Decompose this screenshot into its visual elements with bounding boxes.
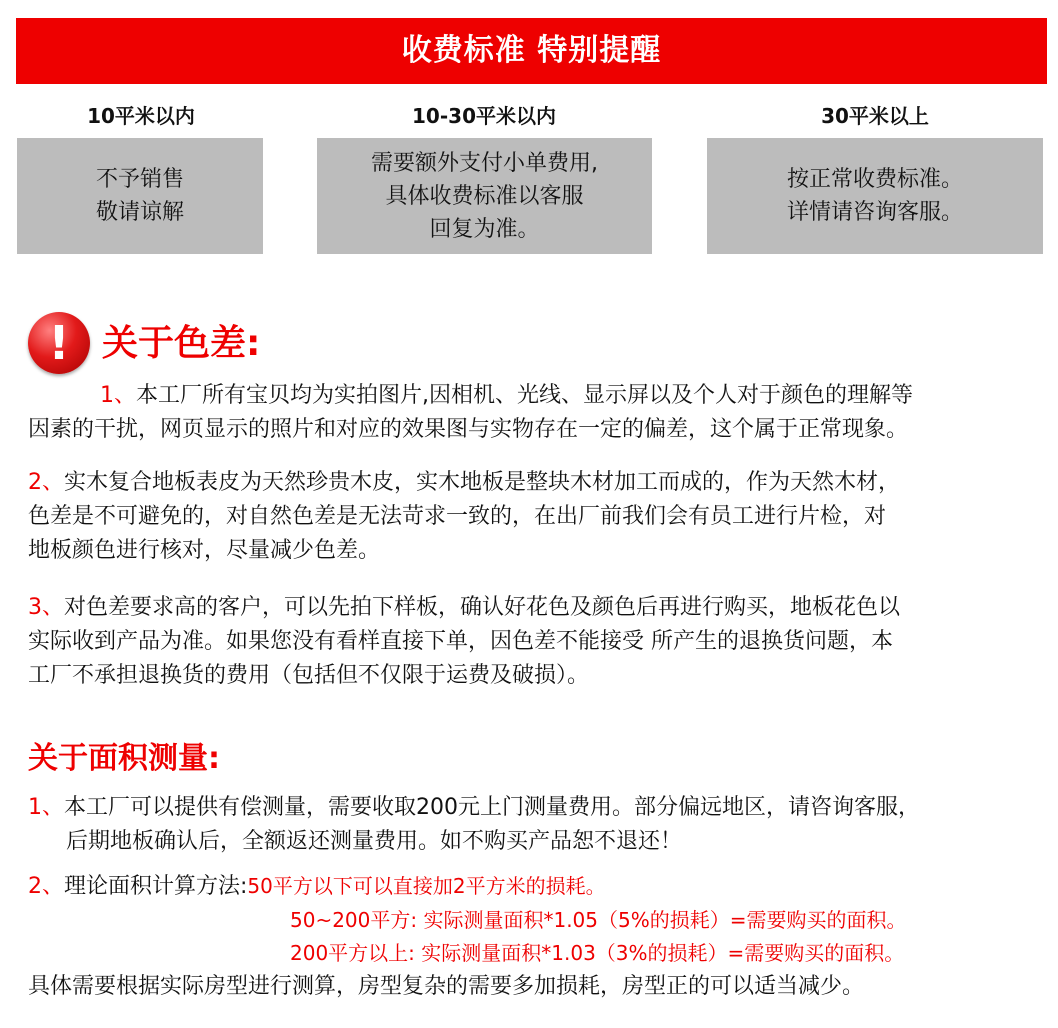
paragraph-text: 工厂不承担退换货的费用（包括但不仅限于运费及破损）。 — [28, 663, 590, 688]
pricing-box-large — [707, 138, 1043, 254]
paragraph-number: 1、 — [100, 383, 136, 408]
pricing-box-line: 回复为准。 — [429, 216, 540, 242]
paragraph-text: 后期地板确认后，全额返还测量费用。如不购买产品恕不退还！ — [66, 829, 683, 854]
color-paragraph-3 — [28, 591, 1038, 693]
pricing-box-line: 不予销售 — [95, 167, 184, 192]
paragraph-text: 本工厂可以提供有偿测量，需要收取200元上门测量费用。部分偏远地区，请咨询客服， — [64, 795, 920, 820]
pricing-box-medium — [317, 138, 652, 254]
formula-label: 理论面积计算方法: — [64, 874, 248, 899]
area-footer-note: 具体需要根据实际房型进行测算，房型复杂的需要多加损耗，房型正的可以适当减少。 — [28, 974, 865, 999]
pricing-heading-small: 10平米以内 — [87, 104, 195, 128]
paragraph-text: 因素的干扰，网页显示的照片和对应的效果图与实物存在一定的偏差，这个属于正常现象。 — [28, 417, 909, 442]
area-paragraph-1 — [28, 791, 1038, 859]
pricing-box-line: 具体收费标准以客服 — [385, 183, 584, 209]
paragraph-text: 地板颜色进行核对，尽量减少色差。 — [28, 538, 381, 563]
formula-rule-small: 50平方以下可以直接加2平方米的损耗。 — [247, 874, 606, 898]
pricing-box-line: 按正常收费标准。 — [786, 167, 963, 192]
pricing-banner: 收费标准 特别提醒 — [16, 18, 1047, 84]
color-paragraph-1 — [28, 379, 1038, 447]
area-paragraph-2 — [28, 869, 1038, 904]
paragraph-text: 实木复合地板表皮为天然珍贵木皮，实木地板是整块木材加工而成的，作为天然木材， — [64, 470, 901, 495]
area-section-title: 关于面积测量: — [28, 741, 220, 776]
paragraph-text: 对色差要求高的客户，可以先拍下样板，确认好花色及颜色后再进行购买，地板花色以 — [64, 595, 901, 620]
exclamation-icon: ! — [28, 312, 90, 374]
formula-rule-large: 200平方以上: 实际测量面积*1.03（3%的损耗）=需要购买的面积。 — [290, 941, 905, 965]
pricing-box-line: 需要额外支付小单费用, — [371, 150, 598, 176]
color-section-title: 关于色差: — [102, 323, 261, 364]
paragraph-number: 2、 — [28, 874, 64, 899]
color-paragraph-2 — [28, 466, 1038, 568]
paragraph-text: 实际收到产品为准。如果您没有看样直接下单，因色差不能接受 所产生的退换货问题，本 — [28, 629, 893, 654]
paragraph-number: 2、 — [28, 470, 64, 495]
paragraph-text: 色差是不可避免的，对自然色差是无法苛求一致的，在出厂前我们会有员工进行片检，对 — [28, 504, 887, 529]
formula-rule-medium: 50~200平方: 实际测量面积*1.05（5%的损耗）=需要购买的面积。 — [290, 908, 907, 932]
paragraph-number: 3、 — [28, 595, 64, 620]
pricing-box-line: 详情请咨询客服。 — [786, 200, 963, 225]
pricing-box-small — [17, 138, 263, 254]
paragraph-text: 本工厂所有宝贝均为实拍图片,因相机、光线、显示屏以及个人对于颜色的理解等 — [136, 383, 913, 408]
pricing-heading-large: 30平米以上 — [821, 104, 929, 128]
pricing-heading-medium: 10-30平米以内 — [412, 104, 556, 128]
pricing-box-line: 敬请谅解 — [95, 200, 184, 225]
paragraph-number: 1、 — [28, 795, 64, 820]
